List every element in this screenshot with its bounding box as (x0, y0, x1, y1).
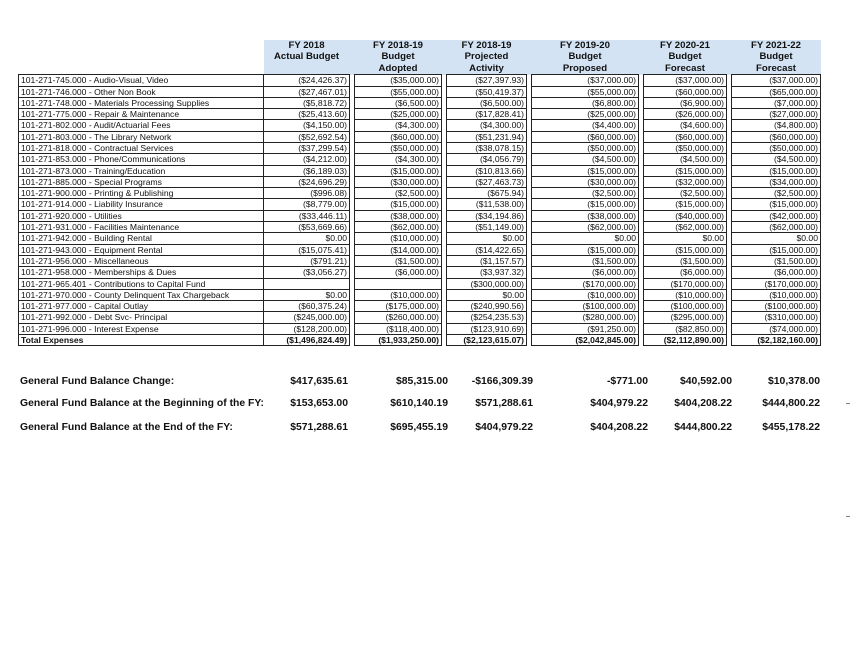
amount-cell: ($245,000.00) (264, 312, 350, 323)
amount-cell: ($25,413.60) (264, 109, 350, 120)
amount-cell: ($4,300.00) (355, 154, 442, 165)
header-fy2021-22-forecast (732, 40, 821, 75)
amount-cell: ($37,000.00) (732, 75, 821, 86)
account-label: 101-271-992.000 - Debt Svc- Principal (19, 312, 264, 323)
expense-rows (19, 75, 821, 346)
summary-value: $610,140.19 (390, 398, 448, 409)
amount-cell: ($50,419.37) (447, 86, 527, 97)
amount-cell: ($62,000.00) (644, 222, 727, 233)
amount-cell: ($6,000.00) (355, 267, 442, 278)
scan-edge-mark (846, 403, 850, 404)
header-line: Budget (568, 51, 602, 63)
summary-value: $444,800.22 (674, 422, 732, 433)
amount-cell: ($1,500.00) (355, 255, 442, 266)
amount-cell: ($4,500.00) (732, 154, 821, 165)
amount-cell: $0.00 (264, 233, 350, 244)
amount-cell: ($30,000.00) (532, 176, 639, 187)
amount-cell: ($82,850.00) (644, 323, 727, 334)
table-row (19, 176, 821, 187)
amount-cell: ($4,400.00) (532, 120, 639, 131)
amount-cell: ($4,600.00) (644, 120, 727, 131)
amount-cell: ($50,000.00) (355, 143, 442, 154)
amount-cell: ($3,937.32) (447, 267, 527, 278)
amount-cell: ($37,000.00) (532, 75, 639, 86)
amount-cell: ($7,000.00) (732, 97, 821, 108)
table-row (19, 154, 821, 165)
amount-cell: ($15,000.00) (732, 244, 821, 255)
amount-cell: ($6,000.00) (532, 267, 639, 278)
amount-cell (264, 278, 350, 289)
amount-cell: ($791.21) (264, 255, 350, 266)
account-label: 101-271-943.000 - Equipment Rental (19, 244, 264, 255)
account-label: 101-271-900.000 - Printing & Publishing (19, 188, 264, 199)
amount-cell: ($50,000.00) (732, 143, 821, 154)
amount-cell: ($27,463.73) (447, 176, 527, 187)
account-label: 101-271-956.000 - Miscellaneous (19, 255, 264, 266)
amount-cell: ($170,000.00) (732, 278, 821, 289)
amount-cell: ($60,000.00) (532, 131, 639, 142)
amount-cell: ($240,990.56) (447, 301, 527, 312)
amount-cell: ($42,000.00) (732, 210, 821, 221)
amount-cell: ($15,000.00) (644, 165, 727, 176)
amount-cell: ($4,150.00) (264, 120, 350, 131)
amount-cell: ($2,500.00) (732, 188, 821, 199)
budget-sheet (18, 40, 820, 346)
amount-cell: ($60,375.24) (264, 301, 350, 312)
amount-cell: ($4,500.00) (532, 154, 639, 165)
account-label: 101-271-970.000 - County Delinquent Tax Chargeback (19, 289, 264, 300)
amount-cell: ($53,669.66) (264, 222, 350, 233)
summary-label: General Fund Balance Change: (20, 376, 175, 387)
amount-cell: ($24,426.37) (264, 75, 350, 86)
table-row (19, 222, 821, 233)
amount-cell: ($4,056.79) (447, 154, 527, 165)
account-label: 101-271-965.401 - Contributions to Capital Fund (19, 278, 264, 289)
header-line: Budget (759, 51, 793, 63)
amount-cell: $0.00 (264, 289, 350, 300)
amount-cell: ($37,299.54) (264, 143, 350, 154)
amount-cell: ($15,000.00) (732, 199, 821, 210)
account-label: 101-271-853.000 - Phone/Communications (19, 154, 264, 165)
amount-cell: ($4,300.00) (447, 120, 527, 131)
amount-cell: ($170,000.00) (532, 278, 639, 289)
account-label: 101-271-914.000 - Liability Insurance (19, 199, 264, 210)
amount-cell: ($26,000.00) (644, 109, 727, 120)
amount-cell: ($15,000.00) (532, 244, 639, 255)
account-label: 101-271-873.000 - Training/Education (19, 165, 264, 176)
header-fy2018 (264, 40, 350, 75)
amount-cell: ($60,000.00) (355, 131, 442, 142)
amount-cell: ($15,000.00) (644, 244, 727, 255)
amount-cell: ($25,000.00) (355, 109, 442, 120)
amount-cell: ($1,500.00) (644, 255, 727, 266)
header-blank (19, 40, 264, 75)
header-line: Budget (668, 51, 702, 63)
amount-cell: ($14,000.00) (355, 244, 442, 255)
amount-cell: $0.00 (644, 233, 727, 244)
account-label: 101-271-958.000 - Memberships & Dues (19, 267, 264, 278)
amount-cell: ($10,813.66) (447, 165, 527, 176)
amount-cell: ($32,000.00) (644, 176, 727, 187)
header-fy2020-21-forecast (644, 40, 727, 75)
account-label: 101-271-977.000 - Capital Outlay (19, 301, 264, 312)
amount-cell: ($37,000.00) (644, 75, 727, 86)
header-line: Adopted (378, 62, 418, 74)
amount-cell: ($280,000.00) (532, 312, 639, 323)
summary-row-change (20, 376, 822, 390)
header-line: FY 2018 (288, 40, 325, 51)
amount-cell: ($15,000.00) (644, 199, 727, 210)
amount-cell: ($17,828.41) (447, 109, 527, 120)
amount-cell: ($100,000.00) (732, 301, 821, 312)
amount-cell: ($6,000.00) (644, 267, 727, 278)
amount-cell: ($4,800.00) (732, 120, 821, 131)
amount-cell: ($52,692.54) (264, 131, 350, 142)
amount-cell: ($65,000.00) (732, 86, 821, 97)
amount-cell: ($295,000.00) (644, 312, 727, 323)
amount-cell: ($2,500.00) (532, 188, 639, 199)
table-row (19, 301, 821, 312)
header-line: Proposed (562, 62, 608, 74)
table-row (19, 323, 821, 334)
table-row (19, 199, 821, 210)
summary-value: $695,455.19 (390, 422, 448, 433)
amount-cell: ($14,422.65) (447, 244, 527, 255)
summary-label: General Fund Balance at the End of the FY: (20, 422, 233, 433)
amount-cell: ($118,400.00) (355, 323, 442, 334)
table-row (19, 289, 821, 300)
amount-cell: ($60,000.00) (732, 131, 821, 142)
amount-cell: ($675.94) (447, 188, 527, 199)
header-line: FY 2021-22 (751, 40, 801, 51)
account-label: 101-271-885.000 - Special Programs (19, 176, 264, 187)
amount-cell: ($1,500.00) (732, 255, 821, 266)
account-label: 101-271-775.000 - Repair & Maintenance (19, 109, 264, 120)
table-row (19, 97, 821, 108)
amount-cell: ($27,467.01) (264, 86, 350, 97)
amount-cell: ($91,250.00) (532, 323, 639, 334)
amount-cell: ($4,500.00) (644, 154, 727, 165)
header-line: Forecast (756, 62, 796, 74)
account-label: 101-271-803.000 - The Library Network (19, 131, 264, 142)
table-row (19, 188, 821, 199)
account-label: 101-271-931.000 - Facilities Maintenance (19, 222, 264, 233)
account-label: 101-271-802.000 - Audit/Actuarial Fees (19, 120, 264, 131)
amount-cell: ($35,000.00) (355, 75, 442, 86)
amount-cell: ($30,000.00) (355, 176, 442, 187)
amount-cell: ($175,000.00) (355, 301, 442, 312)
amount-cell: ($55,000.00) (532, 86, 639, 97)
amount-cell: $0.00 (447, 289, 527, 300)
amount-cell: ($6,500.00) (355, 97, 442, 108)
amount-cell: ($254,235.53) (447, 312, 527, 323)
summary-value: $571,288.61 (475, 398, 533, 409)
table-row (19, 312, 821, 323)
amount-cell: ($6,500.00) (447, 97, 527, 108)
amount-cell: ($24,696.29) (264, 176, 350, 187)
amount-cell: ($62,000.00) (355, 222, 442, 233)
amount-cell: ($2,500.00) (644, 188, 727, 199)
total-cell: ($2,042,845.00) (532, 335, 639, 346)
amount-cell: ($5,818.72) (264, 97, 350, 108)
table-row (19, 244, 821, 255)
account-label: 101-271-920.000 - Utilities (19, 210, 264, 221)
amount-cell: ($10,000.00) (355, 233, 442, 244)
amount-cell: ($15,000.00) (732, 165, 821, 176)
header-line: Forecast (665, 62, 705, 74)
account-label: 101-271-818.000 - Contractual Services (19, 143, 264, 154)
table-row (19, 75, 821, 86)
header-line: FY 2018-19 (373, 40, 423, 51)
header-row (19, 40, 821, 75)
summary-value: $404,979.22 (590, 398, 648, 409)
summary-value: $404,979.22 (475, 422, 533, 433)
amount-cell: ($310,000.00) (732, 312, 821, 323)
account-label: 101-271-746.000 - Other Non Book (19, 86, 264, 97)
amount-cell: ($6,900.00) (644, 97, 727, 108)
total-cell: ($2,182,160.00) (732, 335, 821, 346)
amount-cell: ($3,056.27) (264, 267, 350, 278)
amount-cell: ($50,000.00) (532, 143, 639, 154)
account-label: 101-271-745.000 - Audio-Visual, Video (19, 75, 264, 86)
amount-cell: ($2,500.00) (355, 188, 442, 199)
amount-cell: ($996.08) (264, 188, 350, 199)
table-row (19, 109, 821, 120)
amount-cell: ($34,194.86) (447, 210, 527, 221)
header-fy2019-20-proposed (532, 40, 639, 75)
summary-value: $571,288.61 (290, 422, 348, 433)
amount-cell: ($15,000.00) (355, 199, 442, 210)
expense-table (18, 40, 821, 346)
summary-row-beginning (20, 398, 822, 412)
amount-cell: ($6,800.00) (532, 97, 639, 108)
summary-value: $404,208.22 (674, 398, 732, 409)
scan-edge-mark (846, 516, 850, 517)
amount-cell: ($34,000.00) (732, 176, 821, 187)
amount-cell: ($74,000.00) (732, 323, 821, 334)
table-row (19, 267, 821, 278)
table-row (19, 165, 821, 176)
amount-cell: ($1,157.57) (447, 255, 527, 266)
amount-cell: ($15,000.00) (355, 165, 442, 176)
account-label: 101-271-996.000 - Interest Expense (19, 323, 264, 334)
amount-cell: ($10,000.00) (355, 289, 442, 300)
summary-value: $404,208.22 (590, 422, 648, 433)
header-line: Actual Budget (273, 51, 340, 63)
summary-value: $40,592.00 (679, 376, 732, 387)
table-row (19, 86, 821, 97)
amount-cell: ($40,000.00) (644, 210, 727, 221)
amount-cell: ($15,000.00) (532, 165, 639, 176)
amount-cell: ($260,000.00) (355, 312, 442, 323)
amount-cell: ($128,200.00) (264, 323, 350, 334)
amount-cell: $0.00 (447, 233, 527, 244)
table-row (19, 233, 821, 244)
table-row (19, 278, 821, 289)
header-line: FY 2020-21 (660, 40, 710, 51)
amount-cell: ($6,000.00) (732, 267, 821, 278)
amount-cell: ($300,000.00) (447, 278, 527, 289)
amount-cell: ($1,500.00) (532, 255, 639, 266)
table-row (19, 120, 821, 131)
header-fy2018-19-projected (447, 40, 527, 75)
amount-cell: ($4,300.00) (355, 120, 442, 131)
amount-cell: ($62,000.00) (532, 222, 639, 233)
amount-cell: ($11,538.00) (447, 199, 527, 210)
header-fy2018-19-adopted (355, 40, 442, 75)
amount-cell: ($50,000.00) (644, 143, 727, 154)
header-line: Activity (469, 62, 504, 74)
summary-value: $85,315.00 (395, 376, 448, 387)
amount-cell: ($10,000.00) (644, 289, 727, 300)
amount-cell: ($15,000.00) (532, 199, 639, 210)
amount-cell: $0.00 (732, 233, 821, 244)
amount-cell: ($62,000.00) (732, 222, 821, 233)
account-label: 101-271-942.000 - Building Rental (19, 233, 264, 244)
amount-cell: ($38,000.00) (355, 210, 442, 221)
amount-cell: ($60,000.00) (644, 86, 727, 97)
header-line: Budget (381, 51, 415, 63)
total-cell: ($1,933,250.00) (355, 335, 442, 346)
amount-cell: ($51,149.00) (447, 222, 527, 233)
table-row (19, 210, 821, 221)
summary-value: $417,635.61 (290, 376, 348, 387)
summary-value: -$166,309.39 (471, 376, 533, 387)
amount-cell: ($38,000.00) (532, 210, 639, 221)
header-line: FY 2019-20 (560, 40, 610, 51)
table-row (19, 131, 821, 142)
summary-value: $153,653.00 (290, 398, 348, 409)
table-row (19, 255, 821, 266)
total-cell: ($1,496,824.49) (264, 335, 350, 346)
amount-cell: ($10,000.00) (532, 289, 639, 300)
table-row (19, 143, 821, 154)
header-line: Projected (464, 51, 509, 63)
amount-cell: ($60,000.00) (644, 131, 727, 142)
amount-cell: ($27,000.00) (732, 109, 821, 120)
amount-cell: ($4,212.00) (264, 154, 350, 165)
summary-value: $444,800.22 (762, 398, 820, 409)
total-cell: ($2,123,615.07) (447, 335, 527, 346)
amount-cell: ($51,231.94) (447, 131, 527, 142)
amount-cell: ($123,910.69) (447, 323, 527, 334)
amount-cell: ($25,000.00) (532, 109, 639, 120)
amount-cell (355, 278, 442, 289)
amount-cell: ($100,000.00) (532, 301, 639, 312)
amount-cell: ($6,189.03) (264, 165, 350, 176)
amount-cell: ($55,000.00) (355, 86, 442, 97)
amount-cell: $0.00 (532, 233, 639, 244)
account-label: 101-271-748.000 - Materials Processing Supplies (19, 97, 264, 108)
summary-value: $10,378.00 (767, 376, 820, 387)
summary-value: $455,178.22 (762, 422, 820, 433)
amount-cell: ($8,779.00) (264, 199, 350, 210)
amount-cell: ($33,446.11) (264, 210, 350, 221)
amount-cell: ($100,000.00) (644, 301, 727, 312)
header-line: FY 2018-19 (461, 40, 512, 51)
total-row (19, 335, 821, 346)
amount-cell: ($10,000.00) (732, 289, 821, 300)
summary-value: -$771.00 (606, 376, 648, 387)
summary-label: General Fund Balance at the Beginning of the FY: (20, 398, 265, 409)
amount-cell: ($15,075.41) (264, 244, 350, 255)
amount-cell: ($170,000.00) (644, 278, 727, 289)
amount-cell: ($38,078.15) (447, 143, 527, 154)
amount-cell: ($27,397.93) (447, 75, 527, 86)
total-label: Total Expenses (19, 335, 264, 346)
summary-row-end (20, 422, 822, 436)
total-cell: ($2,112,890.00) (644, 335, 727, 346)
